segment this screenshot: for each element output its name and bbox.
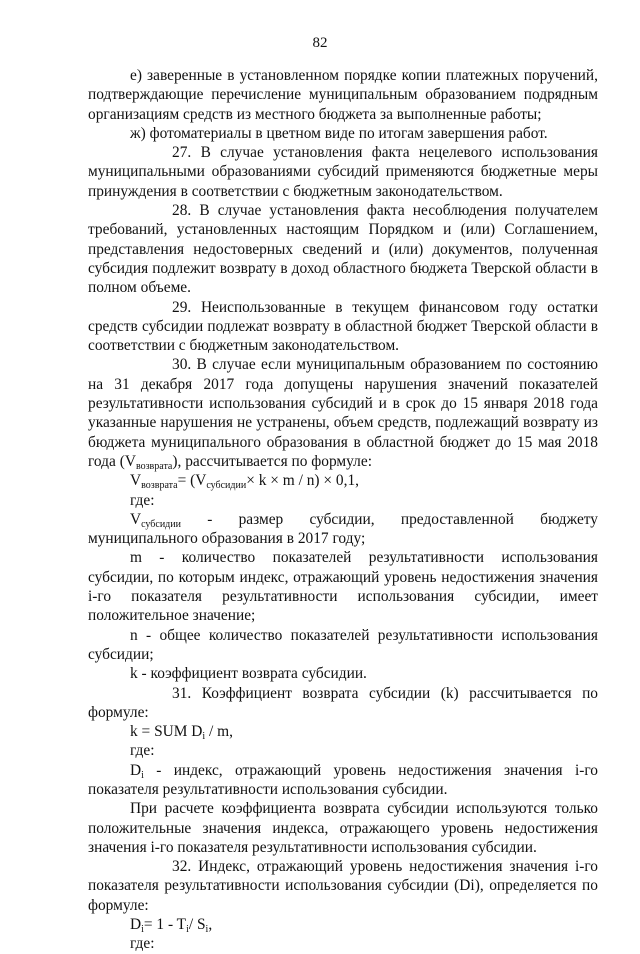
where-label-3: где: xyxy=(130,935,155,953)
page-number: 82 xyxy=(312,35,328,51)
where-label-1: где: xyxy=(130,491,155,509)
formula-di-symbol: D xyxy=(130,916,142,934)
formula-subsidy-subscript: субсидии xyxy=(206,480,247,492)
paragraph-28 xyxy=(88,201,598,297)
paragraph-30-number: 30. xyxy=(172,356,192,374)
formula-v-end: × k × m / n) × 0,1, xyxy=(246,472,360,490)
definition-k: k - коэффициент возврата субсидии. xyxy=(130,665,367,683)
formula-v-subscript: возврата xyxy=(141,480,178,492)
paragraph-30-text: В случае если муниципальным образованием по состоянию на 31 декабря 2017 года допущены нарушения значений показателей результативности использования субсидий и в срок до 15 января 2018 года указанные нарушения не устранены, объем средств, подлежащий возврату из бюджета муниципального образования в областной бюджет до 15 мая 2018 года (V xyxy=(88,356,598,470)
where-label-2: где: xyxy=(130,742,155,760)
formula-ti-subscript: i xyxy=(186,924,189,936)
paragraph-zh: ж) фотоматериалы в цветном виде по итогам завершения работ. xyxy=(130,124,548,142)
paragraph-29 xyxy=(88,298,598,356)
formula-k-start: k = SUM D xyxy=(130,723,203,741)
formula-si-symbol: / S xyxy=(188,916,206,934)
paragraph-27-text: В случае установления факта нецелевого использования муниципальными образованиями субсидий применяются бюджетные меры принуждения в соответствии с бюджетным законодательством. xyxy=(88,144,598,200)
definition-n: n - общее количество показателей результативности использования субсидии; xyxy=(88,626,598,663)
paragraph-30-text-end: ), рассчитывается по формуле: xyxy=(172,452,372,470)
formula-di xyxy=(88,915,598,934)
paragraph-28-number: 28. xyxy=(172,202,192,220)
paragraph-30 xyxy=(88,355,598,471)
paragraph-30-subscript: возврата xyxy=(135,460,173,472)
paragraph-27 xyxy=(88,143,598,201)
formula-k xyxy=(88,722,598,741)
document-body xyxy=(88,66,598,954)
paragraph-31 xyxy=(88,684,598,723)
formula-di-subscript: i xyxy=(141,924,144,936)
definition-v-text: - размер субсидии, предоставленной бюджету муниципального образования в 2017 году; xyxy=(88,510,598,548)
formula-di-end: , xyxy=(208,916,213,934)
formula-v-return xyxy=(88,471,598,490)
paragraph-32-text: Индекс, отражающий уровень недостижения значения i-го показателя результативности использования субсидии (Di), определяется по формуле: xyxy=(88,858,598,914)
formula-di-middle: = 1 - T xyxy=(143,916,187,934)
definition-di-symbol: D xyxy=(130,761,142,779)
paragraph-27-number: 27. xyxy=(172,144,192,162)
definition-v-symbol: V xyxy=(130,510,142,528)
paragraph-e: е) заверенные в установленном порядке копии платежных поручений, подтверждающие перечисление муниципальным образованием подрядным организациям средств из местного бюджета за выполненные работы; xyxy=(88,67,598,123)
formula-k-subscript: i xyxy=(202,731,206,743)
paragraph-29-text: Неиспользованные в текущем финансовом году остатки средств субсидии подлежат возврату в областной бюджет Тверской области в соответствии с бюджетным законодательством. xyxy=(88,298,598,355)
paragraph-32 xyxy=(88,857,598,915)
definition-v-subsidy xyxy=(88,510,598,549)
formula-k-end: / m, xyxy=(205,723,233,741)
formula-v-symbol: V xyxy=(130,472,142,490)
formula-v-middle: = (V xyxy=(177,472,207,490)
paragraph-32-number: 32. xyxy=(172,858,192,876)
definition-v-subscript: субсидии xyxy=(141,518,181,530)
paragraph-31-number: 31. xyxy=(172,684,192,702)
paragraph-31-text: Коэффициент возврата субсидии (k) рассчитывается по формуле: xyxy=(88,684,598,721)
definition-m: m - количество показателей результативности использования субсидии, по которым индекс, отражающий уровень недостижения значения i-го показателя результативности использования субсидии, имеет положительное значение; xyxy=(88,549,598,625)
paragraph-28-text: В случае установления факта несоблюдения получателем требований, установленных настоящим Порядком и (или) Соглашением, представления недостоверных сведений и (или) документов, полученная субсидия подлежит возврату в доход областного бюджета Тверской области в полном объеме. xyxy=(88,202,598,297)
calculation-note: При расчете коэффициента возврата субсидии используются только положительные значения индекса, отражающего уровень недостижения значения i-го показателя результативности использования субсидии. xyxy=(88,800,598,856)
definition-di xyxy=(88,761,598,800)
formula-si-subscript: i xyxy=(205,924,209,936)
definition-di-subscript: i xyxy=(141,769,144,781)
definition-di-text: - индекс, отражающий уровень недостижения значения i-го показателя результативности использования субсидии. xyxy=(88,761,598,798)
paragraph-29-number: 29. xyxy=(172,298,192,316)
